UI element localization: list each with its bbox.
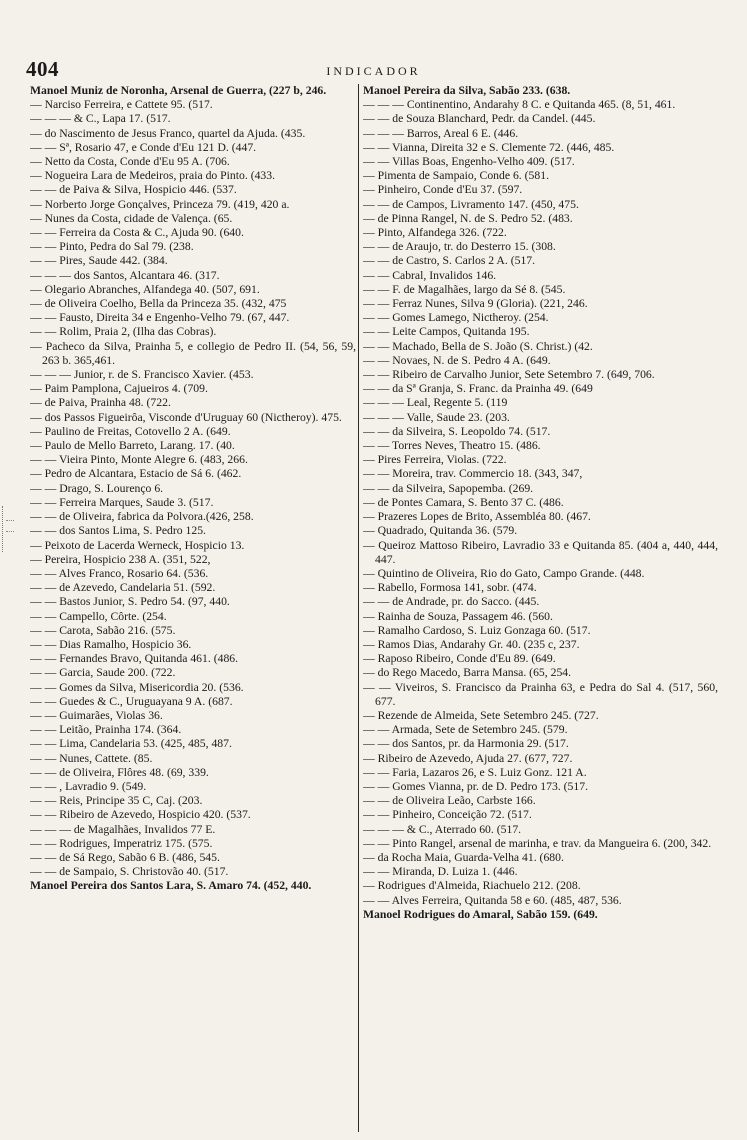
directory-entry: — — Ferreira Marques, Saude 3. (517.: [30, 495, 214, 509]
directory-entry: — — Moreira, trav. Commercio 18. (343, 347,: [363, 467, 583, 481]
directory-entry: — — Vianna, Direita 32 e S. Clemente 72. (446, 485.: [363, 140, 615, 154]
directory-entry: — de Pinna Rangel, N. de S. Pedro 52. (483.: [363, 211, 573, 225]
directory-entry: — Raposo Ribeiro, Conde d'Eu 89. (649.: [363, 652, 556, 666]
directory-entry: — — Ferraz Nunes, Silva 9 (Gloria). (221, 246.: [363, 297, 588, 311]
directory-entry: — Rainha de Souza, Passagem 46. (560.: [363, 609, 553, 623]
directory-entry: — de Oliveira Coelho, Bella da Princeza 35. (432, 475: [30, 297, 287, 311]
directory-entry: — Rezende de Almeida, Sete Setembro 245. (727.: [363, 708, 599, 722]
directory-entry: — Quintino de Oliveira, Rio do Gato, Campo Grande. (448.: [363, 566, 645, 580]
directory-entry: — — Sª, Rosario 47, e Conde d'Eu 121 D. (447.: [30, 140, 257, 154]
directory-entry: — — da Sª Granja, S. Franc. da Prainha 49. (649: [363, 382, 593, 396]
right-column: [363, 84, 718, 1132]
directory-entry: — — Gomes da Silva, Misericordia 20. (536.: [30, 680, 244, 694]
directory-entry: — — de Castro, S. Carlos 2 A. (517.: [363, 254, 536, 268]
running-title: INDICADOR: [326, 64, 421, 78]
directory-entry: — Ramalho Cardoso, S. Luiz Gonzaga 60. (517.: [363, 623, 591, 637]
directory-entry: — Pedro de Alcantara, Estacio de Sá 6. (462.: [30, 467, 242, 481]
directory-entry: — — Rolim, Praia 2, (Ilha das Cobras).: [30, 325, 217, 339]
directory-entry: — — dos Santos Lima, S. Pedro 125.: [30, 524, 206, 538]
directory-entry: — — Guedes & C., Uruguayana 9 A. (687.: [30, 694, 233, 708]
directory-entry: — — Campello, Côrte. (254.: [30, 609, 167, 623]
directory-entry: — — — Continentino, Andarahy 8 C. e Quitanda 465. (8, 51, 461.: [363, 98, 676, 112]
directory-entry: — Nogueira Lara de Medeiros, praia do Pinto. (433.: [30, 169, 276, 183]
directory-entry: — de Pontes Camara, S. Bento 37 C. (486.: [363, 495, 564, 509]
directory-entry: — — Nunes, Cattete. (85.: [30, 751, 153, 765]
directory-entry: — — Pinheiro, Conceição 72. (517.: [363, 808, 532, 822]
directory-entry: — Ribeiro de Azevedo, Ajuda 27. (677, 727.: [363, 751, 573, 765]
directory-entry: — dos Passos Figueirôa, Visconde d'Uruguay 60 (Nictheroy). 475.: [30, 410, 342, 424]
directory-entry: — — de Campos, Livramento 147. (450, 475.: [363, 197, 579, 211]
directory-entry: — Prazeres Lopes de Brito, Assembléa 80. (467.: [363, 510, 591, 524]
directory-entry: — Pereira, Hospicio 238 A. (351, 522,: [30, 552, 211, 566]
directory-entry: — — Vieira Pinto, Monte Alegre 6. (483, 266.: [30, 453, 248, 467]
directory-entry: — — Novaes, N. de S. Pedro 4 A. (649.: [363, 353, 551, 367]
directory-entry: — — — & C., Aterrado 60. (517.: [363, 822, 522, 836]
directory-entry: — — de Paiva & Silva, Hospicio 446. (537.: [30, 183, 237, 197]
directory-entry: — — de Oliveira, fabrica da Polvora.(426, 258.: [30, 510, 254, 524]
directory-entry: — Narciso Ferreira, e Cattete 95. (517.: [30, 98, 213, 112]
directory-entry: — — — Leal, Regente 5. (119: [363, 396, 508, 410]
directory-entry: — — de Azevedo, Candelaria 51. (592.: [30, 581, 216, 595]
directory-entry: — — F. de Magalhães, largo da Sé 8. (545.: [363, 282, 566, 296]
directory-entry: — — — Barros, Areal 6 E. (446.: [363, 126, 519, 140]
directory-entry: — — Carota, Sabão 216. (575.: [30, 623, 176, 637]
directory-entry: — Pinheiro, Conde d'Eu 37. (597.: [363, 183, 523, 197]
directory-entry: — Paulo de Mello Barreto, Larang. 17. (40.: [30, 439, 235, 453]
directory-entry: — — de Souza Blanchard, Pedr. da Candel. (445.: [363, 112, 596, 126]
directory-entry: — — Gomes Lamego, Nictheroy. (254.: [363, 311, 549, 325]
directory-entry: — — , Lavradio 9. (549.: [30, 779, 147, 793]
directory-entry: — Olegario Abranches, Alfandega 40. (507, 691.: [30, 282, 260, 296]
directory-entry: — Paulino de Freitas, Cotovello 2 A. (649.: [30, 424, 231, 438]
directory-entry: — — Machado, Bella de S. João (S. Christ.) (42.: [363, 339, 593, 353]
directory-entry: — — — Junior, r. de S. Francisco Xavier. (453.: [30, 368, 254, 382]
directory-entry: — — Torres Neves, Theatro 15. (486.: [363, 439, 541, 453]
directory-entry: — — Fernandes Bravo, Quitanda 461. (486.: [30, 652, 239, 666]
directory-entry: — — Leitão, Prainha 174. (364.: [30, 723, 182, 737]
directory-entry: — — — de Magalhães, Invalidos 77 E.: [30, 822, 216, 836]
directory-entry: — Paim Pamplona, Cajueiros 4. (709.: [30, 382, 208, 396]
directory-entry: — — Dias Ramalho, Hospicio 36.: [30, 637, 192, 651]
directory-entry: — — de Sampaio, S. Christovão 40. (517.: [30, 865, 229, 879]
directory-entry: — Norberto Jorge Gonçalves, Princeza 79. (419, 420 a.: [30, 197, 290, 211]
margin-ink-mark: [2, 506, 19, 552]
directory-entry: — — da Silveira, Sapopemba. (269.: [363, 481, 534, 495]
directory-entry: — — de Oliveira Leão, Carbste 166.: [363, 794, 536, 808]
directory-entry: — Quadrado, Quitanda 36. (579.: [363, 524, 518, 538]
directory-entry: — Netto da Costa, Conde d'Eu 95 A. (706.: [30, 155, 230, 169]
directory-entry: — — de Sá Rego, Sabão 6 B. (486, 545.: [30, 850, 220, 864]
directory-entry: — — Ribeiro de Carvalho Junior, Sete Setembro 7. (649, 706.: [363, 368, 655, 382]
directory-entry: — Queiroz Mattoso Ribeiro, Lavradio 33 e Quitanda 85. (404 a, 440, 444, 447.: [363, 538, 718, 566]
directory-entry: — — Cabral, Invalidos 146.: [363, 268, 497, 282]
directory-entry: — de Paiva, Prainha 48. (722.: [30, 396, 171, 410]
directory-entry: — Peixoto de Lacerda Werneck, Hospicio 13.: [30, 538, 245, 552]
directory-entry: — — Villas Boas, Engenho-Velho 409. (517.: [363, 155, 575, 169]
directory-entry: — — Faria, Lazaros 26, e S. Luiz Gonz. 121 A.: [363, 765, 587, 779]
directory-entry: — — Alves Franco, Rosario 64. (536.: [30, 566, 209, 580]
directory-entry: — Nunes da Costa, cidade de Valença. (65.: [30, 211, 233, 225]
directory-entry: — — Pinto, Pedra do Sal 79. (238.: [30, 240, 194, 254]
directory-entry: — — Garcia, Saude 200. (722.: [30, 666, 176, 680]
directory-entry: — — Miranda, D. Luiza 1. (446.: [363, 865, 518, 879]
directory-entry: — — Lima, Candelaria 53. (425, 485, 487.: [30, 737, 232, 751]
directory-entry: — — Ferreira da Costa & C., Ajuda 90. (640.: [30, 226, 244, 240]
directory-entry: Manoel Pereira dos Santos Lara, S. Amaro 74. (452, 440.: [30, 879, 312, 893]
directory-entry: — — Alves Ferreira, Quitanda 58 e 60. (485, 487, 536.: [363, 893, 622, 907]
directory-entry: Manoel Rodrigues do Amaral, Sabão 159. (649.: [363, 907, 598, 921]
directory-entry: Manoel Pereira da Silva, Sabão 233. (638.: [363, 84, 571, 97]
left-column: [30, 84, 356, 1132]
directory-entry: — — Drago, S. Lourenço 6.: [30, 481, 164, 495]
directory-entry: — — de Araujo, tr. do Desterro 15. (308.: [363, 240, 556, 254]
directory-entry: — — — dos Santos, Alcantara 46. (317.: [30, 268, 220, 282]
directory-entry: — do Rego Macedo, Barra Mansa. (65, 254.: [363, 666, 572, 680]
directory-entry: — da Rocha Maia, Guarda-Velha 41. (680.: [363, 850, 564, 864]
directory-entry: — — de Oliveira, Flôres 48. (69, 339.: [30, 765, 209, 779]
directory-entry: — do Nascimento de Jesus Franco, quartel da Ajuda. (435.: [30, 126, 306, 140]
directory-entry: — Pinto, Alfandega 326. (722.: [363, 226, 507, 240]
directory-entry: — — da Silveira, S. Leopoldo 74. (517.: [363, 424, 551, 438]
directory-entry: — — — Valle, Saude 23. (203.: [363, 410, 510, 424]
directory-entry: — — Guimarães, Violas 36.: [30, 708, 163, 722]
directory-entry: — — Viveiros, S. Francisco da Prainha 63, e Pedra do Sal 4. (517, 560, 677.: [363, 680, 718, 708]
directory-entry: — Pacheco da Silva, Prainha 5, e collegio de Pedro II. (54, 56, 59, 263 b. 365,461.: [30, 339, 356, 367]
directory-entry: — Rodrigues d'Almeida, Riachuelo 212. (208.: [363, 879, 581, 893]
directory-entry: — — Gomes Vianna, pr. de D. Pedro 173. (517.: [363, 779, 589, 793]
directory-entry: — — Pires, Saude 442. (384.: [30, 254, 168, 268]
directory-entry: Manoel Muniz de Noronha, Arsenal de Guerra, (227 b, 246.: [30, 84, 327, 97]
directory-entry: — — — & C., Lapa 17. (517.: [30, 112, 171, 126]
directory-entry: — Pires Ferreira, Violas. (722.: [363, 453, 507, 467]
column-divider: [358, 84, 359, 1132]
directory-entry: — — dos Santos, pr. da Harmonia 29. (517.: [363, 737, 569, 751]
directory-entry: — — Leite Campos, Quitanda 195.: [363, 325, 530, 339]
directory-entry: — — Reis, Principe 35 C, Caj. (203.: [30, 794, 203, 808]
directory-entry: — — Pinto Rangel, arsenal de marinha, e trav. da Mangueira 6. (200, 342.: [363, 836, 712, 850]
directory-entry: — — Bastos Junior, S. Pedro 54. (97, 440.: [30, 595, 230, 609]
directory-entry: — Ramos Dias, Andarahy Gr. 40. (235 c, 237.: [363, 637, 580, 651]
directory-entry: — Pimenta de Sampaio, Conde 6. (581.: [363, 169, 550, 183]
directory-entry: — — Rodrigues, Imperatriz 175. (575.: [30, 836, 213, 850]
directory-entry: — — Ribeiro de Azevedo, Hospicio 420. (537.: [30, 808, 251, 822]
directory-entry: — Rabello, Formosa 141, sobr. (474.: [363, 581, 537, 595]
directory-entry: — — Armada, Sete de Setembro 245. (579.: [363, 723, 568, 737]
directory-entry: — — de Andrade, pr. do Sacco. (445.: [363, 595, 540, 609]
page-number: 404: [26, 57, 59, 81]
directory-entry: — — Fausto, Direita 34 e Engenho-Velho 79. (67, 447.: [30, 311, 290, 325]
